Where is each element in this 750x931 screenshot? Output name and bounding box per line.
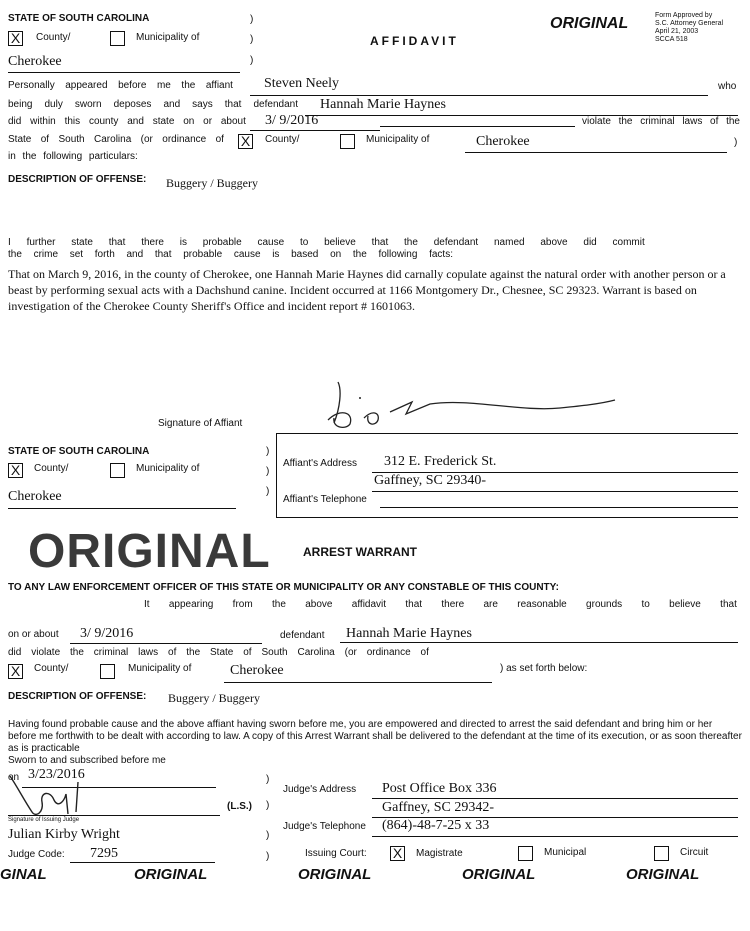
offense-date: 3/ 9/2016 xyxy=(265,113,319,128)
municipal-checkbox[interactable] xyxy=(518,846,533,861)
personally-appeared-text: Personally appeared before me the affiant xyxy=(8,80,233,91)
state-header: STATE OF SOUTH CAROLINA xyxy=(8,13,150,24)
footer-original-4: ORIGINAL xyxy=(462,866,536,883)
judges-telephone: (864)-48-7-25 x 33 xyxy=(382,818,490,833)
circuit-checkbox[interactable] xyxy=(654,846,669,861)
warrant-defendant-name: Hannah Marie Haynes xyxy=(346,626,472,641)
did-violate-text: did violate the criminal laws of the State of South Carolina (or ordinance of xyxy=(8,647,429,658)
warrant-offense-value: Buggery / Buggery xyxy=(168,691,260,705)
sworn-to-label: Sworn to and subscribed before me xyxy=(8,755,166,766)
judge-signature xyxy=(4,772,114,820)
affidavit-title: AFFIDAVIT xyxy=(370,34,459,48)
did-within-text: did within this county and state on or about xyxy=(8,116,246,127)
it-appearing-text: It appearing from the above affidavit that there are reasonable grounds to believe that xyxy=(144,599,737,610)
municipality-checkbox[interactable] xyxy=(110,31,125,46)
jurisdiction-value-2: Cherokee xyxy=(8,489,62,504)
ordinance-county-checkbox[interactable]: X xyxy=(238,134,253,149)
state-header-2: STATE OF SOUTH CAROLINA xyxy=(8,446,150,457)
warrant-ordinance-value: Cherokee xyxy=(230,663,284,678)
state-of-sc-text: State of South Carolina (or ordinance of xyxy=(8,134,224,145)
county-label: County/ xyxy=(36,32,71,43)
county-checkbox-2[interactable]: X xyxy=(8,463,23,478)
magistrate-checkbox[interactable]: X xyxy=(390,846,405,861)
empower-text: Having found probable cause and the above affiant having sworn before me, you are empowered and directed to arrest the said defendant and bring him or her before me forthwith to be dealt with according to law. A copy of this Arrest Warrant shall be delivered to the defendant at the time of its execution, or as soon thereafter as is practicable xyxy=(8,719,742,754)
probable-cause-line-2: the crime set forth and that probable cause is based on the following facts: xyxy=(8,249,453,260)
ordinance-municipality-checkbox[interactable] xyxy=(340,134,355,149)
warrant-offense-date: 3/ 9/2016 xyxy=(80,626,134,641)
county-checkbox[interactable]: X xyxy=(8,31,23,46)
defendant-label: defendant xyxy=(280,630,325,641)
issuing-court-label: Issuing Court: xyxy=(305,848,367,859)
ordinance-value: Cherokee xyxy=(476,134,530,149)
judge-signature-label: Signature of Issuing Judge xyxy=(8,817,80,823)
facts-paragraph: That on March 9, 2016, in the county of Cherokee, one Hannah Marie Haynes did carnally copulate against the natural order with another person or a beast by performing sexual acts with a Dachshund canine. Incident occurred at 1166 Montgomery Dr., Chesnee, SC 29323. Warrant is based on investigation of the Cherokee County Sheriff's Office and incident report # 1601063. xyxy=(8,267,726,313)
judge-name: Julian Kirby Wright xyxy=(8,827,120,842)
being-sworn-text: being duly sworn deposes and says that defendant xyxy=(8,99,298,110)
on-or-about-label: on or about xyxy=(8,629,59,640)
sworn-date: 3/23/2016 xyxy=(28,767,85,782)
municipality-label: Municipality of xyxy=(136,32,200,43)
judges-address-line-1: Post Office Box 336 xyxy=(382,781,497,796)
probable-cause-line-1: I further state that there is probable cause to believe that the defendant named above did commit xyxy=(8,237,645,248)
affiant-signature xyxy=(320,378,620,433)
warrant-county-checkbox[interactable]: X xyxy=(8,664,23,679)
warrant-municipality-checkbox[interactable] xyxy=(100,664,115,679)
judges-address-label: Judge's Address xyxy=(283,784,357,795)
footer-original-1: GINAL xyxy=(0,866,47,883)
jurisdiction-value: Cherokee xyxy=(8,54,62,69)
footer-original-3: ORIGINAL xyxy=(298,866,372,883)
footer-original-2: ORIGINAL xyxy=(134,866,208,883)
signature-of-affiant-label: Signature of Affiant xyxy=(158,418,243,429)
original-large-stamp: ORIGINAL xyxy=(28,525,271,578)
arrest-warrant-title: ARREST WARRANT xyxy=(303,545,417,559)
particulars-text: in the following particulars: xyxy=(8,151,138,162)
municipality-checkbox-2[interactable] xyxy=(110,463,125,478)
footer-original-5: ORIGINAL xyxy=(626,866,700,883)
judge-code-label: Judge Code: xyxy=(8,849,65,860)
violate-laws-text: violate the criminal laws of the xyxy=(582,116,740,127)
judges-telephone-label: Judge's Telephone xyxy=(283,821,366,832)
original-stamp: ORIGINAL xyxy=(550,15,629,32)
defendant-name: Hannah Marie Haynes xyxy=(320,97,446,112)
affiant-name: Steven Neely xyxy=(264,76,340,91)
form-approval-info: Form Approved by S.C. Attorney General April 21, 2003 SCCA 518 xyxy=(655,12,724,43)
offense-value: Buggery / Buggery xyxy=(166,176,258,190)
warrant-offense-label: DESCRIPTION OF OFFENSE: xyxy=(8,691,147,702)
affiant-telephone-label: Affiant's Telephone xyxy=(283,494,367,505)
as-set-forth-text: ) as set forth below: xyxy=(500,663,588,674)
offense-label: DESCRIPTION OF OFFENSE: xyxy=(8,174,147,185)
affiant-address-line-2: Gaffney, SC 29340- xyxy=(374,473,486,488)
judges-address-line-2: Gaffney, SC 29342- xyxy=(382,800,494,815)
judge-code: 7295 xyxy=(90,846,118,861)
to-any-officer-text: TO ANY LAW ENFORCEMENT OFFICER OF THIS STATE OR MUNICIPALITY OR ANY CONSTABLE OF THIS COUNTY: xyxy=(8,582,559,593)
ls-label: (L.S.) xyxy=(227,801,252,812)
affiant-address-line-1: 312 E. Frederick St. xyxy=(384,454,497,469)
affiant-address-label: Affiant's Address xyxy=(283,458,357,469)
